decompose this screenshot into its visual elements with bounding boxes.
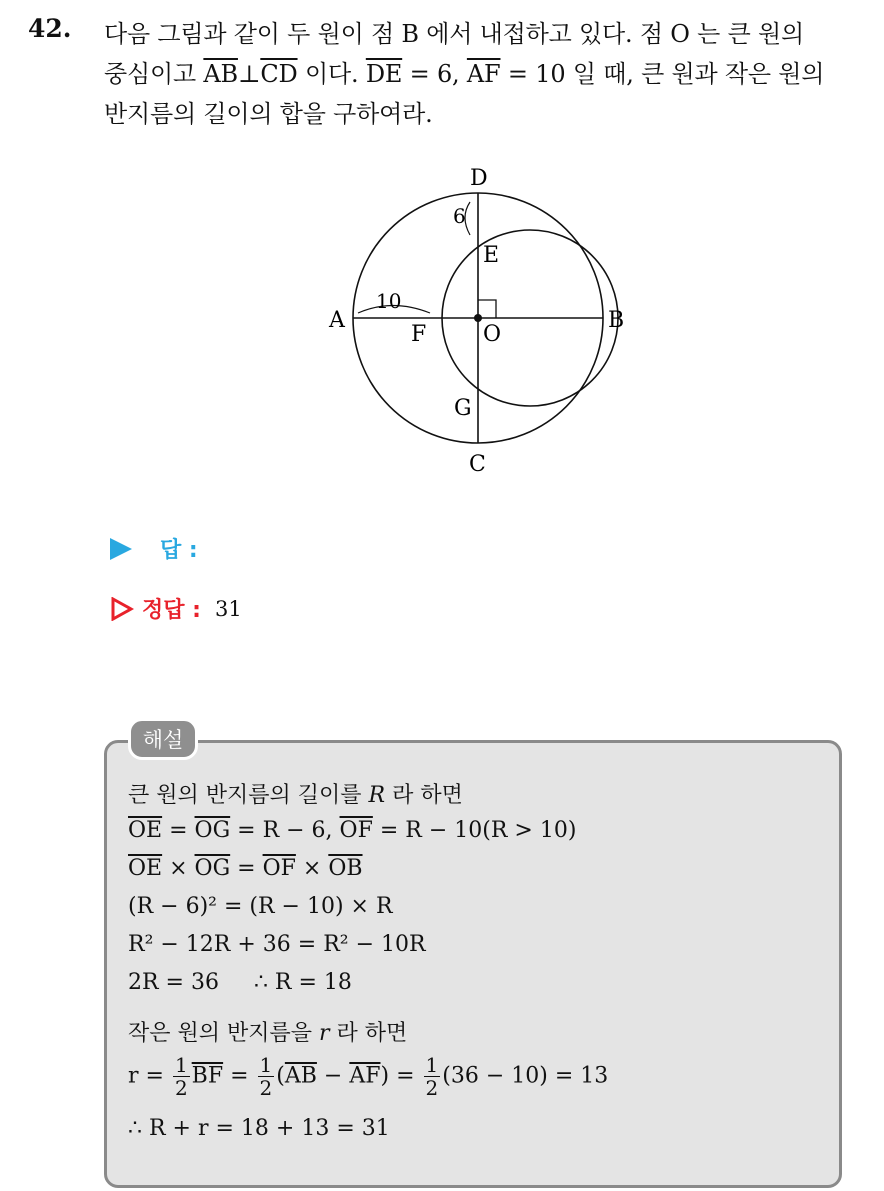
geometry-figure: [320, 155, 650, 485]
label-a: A: [329, 308, 345, 333]
solution-line-6: 2R = 36 ∴ R = 18: [128, 970, 352, 995]
correct-answer-row: [110, 593, 242, 624]
label-e: E: [483, 243, 500, 268]
solution-line-4: (R − 6)² = (R − 10) × R: [128, 894, 393, 919]
length-mark-de: [465, 202, 470, 235]
solution-line-1: 큰 원의 반지름의 길이를 R 라 하면: [128, 783, 463, 808]
answer-row: [110, 533, 198, 564]
correct-answer-value: 31: [214, 596, 242, 621]
solution-line-8: r = $\frac{1}{2}$ $\overline{BF}$ = $\frac{1}{2}$ $(\overline{AB} - \overline{AF})$ = $\frac{1}{2}$ (36 − 10) = 13: [128, 1053, 609, 1100]
question-number: 42.: [28, 14, 72, 43]
length-af-value: 10: [376, 289, 402, 313]
label-d: D: [470, 166, 488, 191]
solution-line-5: R² − 12R + 36 = R² − 10R: [128, 932, 426, 957]
segment-cd: $\overline{CD}$: [260, 60, 298, 88]
label-f: F: [411, 322, 427, 347]
label-g: G: [454, 396, 472, 421]
segment-de: $\overline{DE}$: [365, 60, 403, 88]
label-o: O: [483, 322, 502, 347]
question-line-1: 다음 그림과 같이 두 원이 점 B 에서 내접하고 있다. 점 O 는 큰 원의: [104, 20, 804, 48]
solution-tab: 해설: [128, 718, 198, 760]
center-point-o: [474, 314, 482, 322]
label-b: B: [608, 308, 625, 333]
solution-line-9: ∴ R + r = 18 + 13 = 31: [128, 1116, 390, 1141]
play-arrow-icon: [110, 538, 132, 560]
solution-line-7: 작은 원의 반지름을 r 라 하면: [128, 1021, 408, 1046]
outline-arrow-icon: [110, 597, 134, 621]
label-c: C: [469, 452, 486, 477]
solution-line-2: $\overline{OE} = \overline{OG} = R - 6$, $\overline{OF} = R - 10(R > 10)$: [128, 818, 577, 843]
answer-label: 답 :: [160, 538, 198, 563]
segment-ab: $\overline{AB}$: [203, 60, 238, 88]
segment-af: $\overline{AF}$: [466, 60, 501, 88]
length-de-value: 6: [453, 204, 466, 228]
question-line-3: 반지름의 길이의 합을 구하여라.: [104, 100, 433, 128]
question-line-2: 중심이고 $\overline{AB}\perp\overline{CD}$ 이다. $\overline{DE} = 6$, $\overline{AF} = 10$ 일 때, 큰 원과 작은 원의: [104, 60, 825, 88]
correct-answer-label: 정답 :: [142, 598, 201, 623]
solution-line-3: $\overline{OE} \times \overline{OG} = \overline{OF} \times \overline{OB}$: [128, 856, 363, 881]
